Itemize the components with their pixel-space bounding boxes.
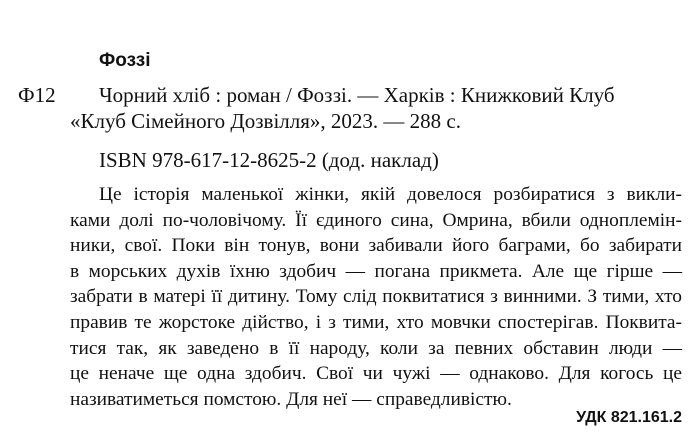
annotation-line: правив те жорстоке дійство, і з тими, хто мовчки спостерігав. Поквита- [70, 311, 682, 333]
annotation-line: ники, свої. Поки він тонув, вони забивали його баграми, бо забирати [70, 235, 682, 257]
annotation-line: тися так, як заведено в її народу, коли за певних обставин люди — [70, 337, 682, 359]
annotation-line: в морських духів їхню здобич — погана прикмета. Але ще гірше — [70, 260, 682, 282]
annotation-line: Це історія маленької жінки, якій довелося розбиратися з викли- [99, 184, 682, 205]
annotation-line: це неначе ще одна здобич. Свої чи чужі — однаково. Для когось це [70, 363, 682, 385]
bibliographic-title-line-2: «Клуб Сімейного Дозвілля», 2023. — 288 с. [70, 109, 461, 133]
classification-code: Ф12 [18, 83, 56, 107]
annotation-line: ками долі по-чоловічому. Її єдиного сина, Омрина, вбили одноплемін- [70, 209, 682, 231]
annotation-line: забрати в матері її дитину. Тому слід поквитатися з винними. З тими, хто [70, 286, 682, 308]
udc-code: УДК 821.161.2 [576, 409, 682, 426]
bibliographic-title-line-1: Чорний хліб : роман / Фоззі. — Харків : Книжковий Клуб [99, 83, 615, 107]
author-heading: Фоззі [99, 50, 151, 71]
annotation-line: називатиметься помстою. Для неї — справедливістю. [70, 388, 512, 410]
annotation-paragraph [70, 182, 682, 412]
isbn-line: ISBN 978-617-12-8625-2 (дод. наклад) [99, 148, 439, 172]
